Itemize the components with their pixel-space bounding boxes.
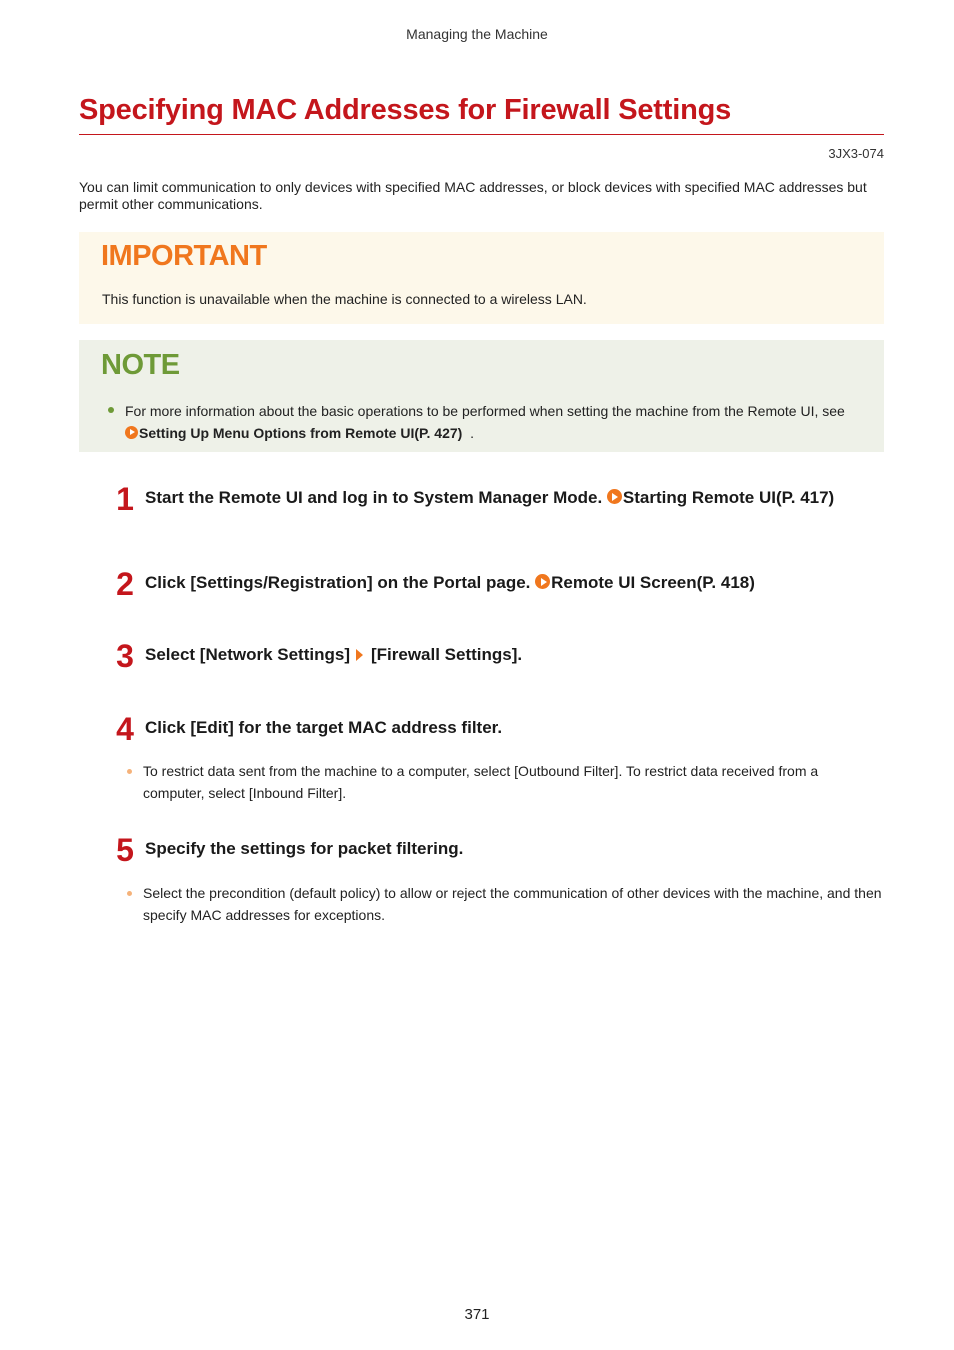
link-arrow-icon (125, 426, 138, 439)
step-link[interactable]: Remote UI Screen(P. 418) (551, 573, 755, 592)
document-code: 3JX3-074 (828, 146, 884, 161)
running-header: Managing the Machine (406, 26, 548, 42)
note-box (79, 340, 884, 452)
link-arrow-icon (607, 489, 622, 504)
note-text (125, 400, 845, 444)
step-link[interactable]: Starting Remote UI(P. 417) (622, 488, 835, 507)
important-box (79, 232, 884, 324)
step-text: Specify the settings for packet filtering. (145, 839, 464, 858)
step-number: 5 (116, 832, 134, 868)
link-arrow-icon (535, 574, 550, 589)
note-link[interactable]: Setting Up Menu Options from Remote UI(P. 427) (139, 425, 463, 441)
important-heading: IMPORTANT (101, 240, 267, 272)
page-title: Specifying MAC Addresses for Firewall Settings (79, 94, 732, 126)
step-number: 4 (116, 711, 134, 747)
step-bullet-text: To restrict data sent from the machine to a computer, select [Outbound Filter]. To restrict data received from a computer, select [Inbound Filter]. (143, 763, 819, 801)
step-instruction: Click [Settings/Registration] on the Portal page. (145, 573, 531, 592)
note-text-after: . (470, 425, 474, 441)
step-text (145, 642, 835, 668)
step-instruction: Select [Network Settings] (145, 645, 350, 664)
step-number: 2 (116, 566, 134, 602)
note-heading: NOTE (101, 349, 180, 381)
step-number: 3 (116, 638, 134, 674)
step-bullet-text: Select the precondition (default policy) to allow or reject the communication of other devices with the machine, and then specify MAC addresses for exceptions. (143, 885, 882, 923)
step-instruction: Start the Remote UI and log in to System Manager Mode. (145, 488, 603, 507)
intro-paragraph: You can limit communication to only devices with specified MAC addresses, or block devices with specified MAC addresses but permit other communications. (79, 179, 867, 212)
step-text (145, 485, 835, 511)
bullet-icon (127, 891, 132, 896)
title-divider (79, 134, 884, 135)
step-instruction-end: [Firewall Settings]. (371, 645, 523, 664)
page-number: 371 (464, 1306, 490, 1323)
important-text: This function is unavailable when the machine is connected to a wireless LAN. (102, 291, 587, 307)
menu-arrow-icon (356, 649, 363, 661)
step-text (145, 570, 835, 596)
note-text-before: For more information about the basic operations to be performed when setting the machine from the Remote UI, see (125, 403, 845, 419)
step-text: Click [Edit] for the target MAC address filter. (145, 718, 503, 737)
step-number: 1 (116, 481, 134, 517)
bullet-icon (127, 769, 132, 774)
bullet-icon (108, 407, 114, 413)
